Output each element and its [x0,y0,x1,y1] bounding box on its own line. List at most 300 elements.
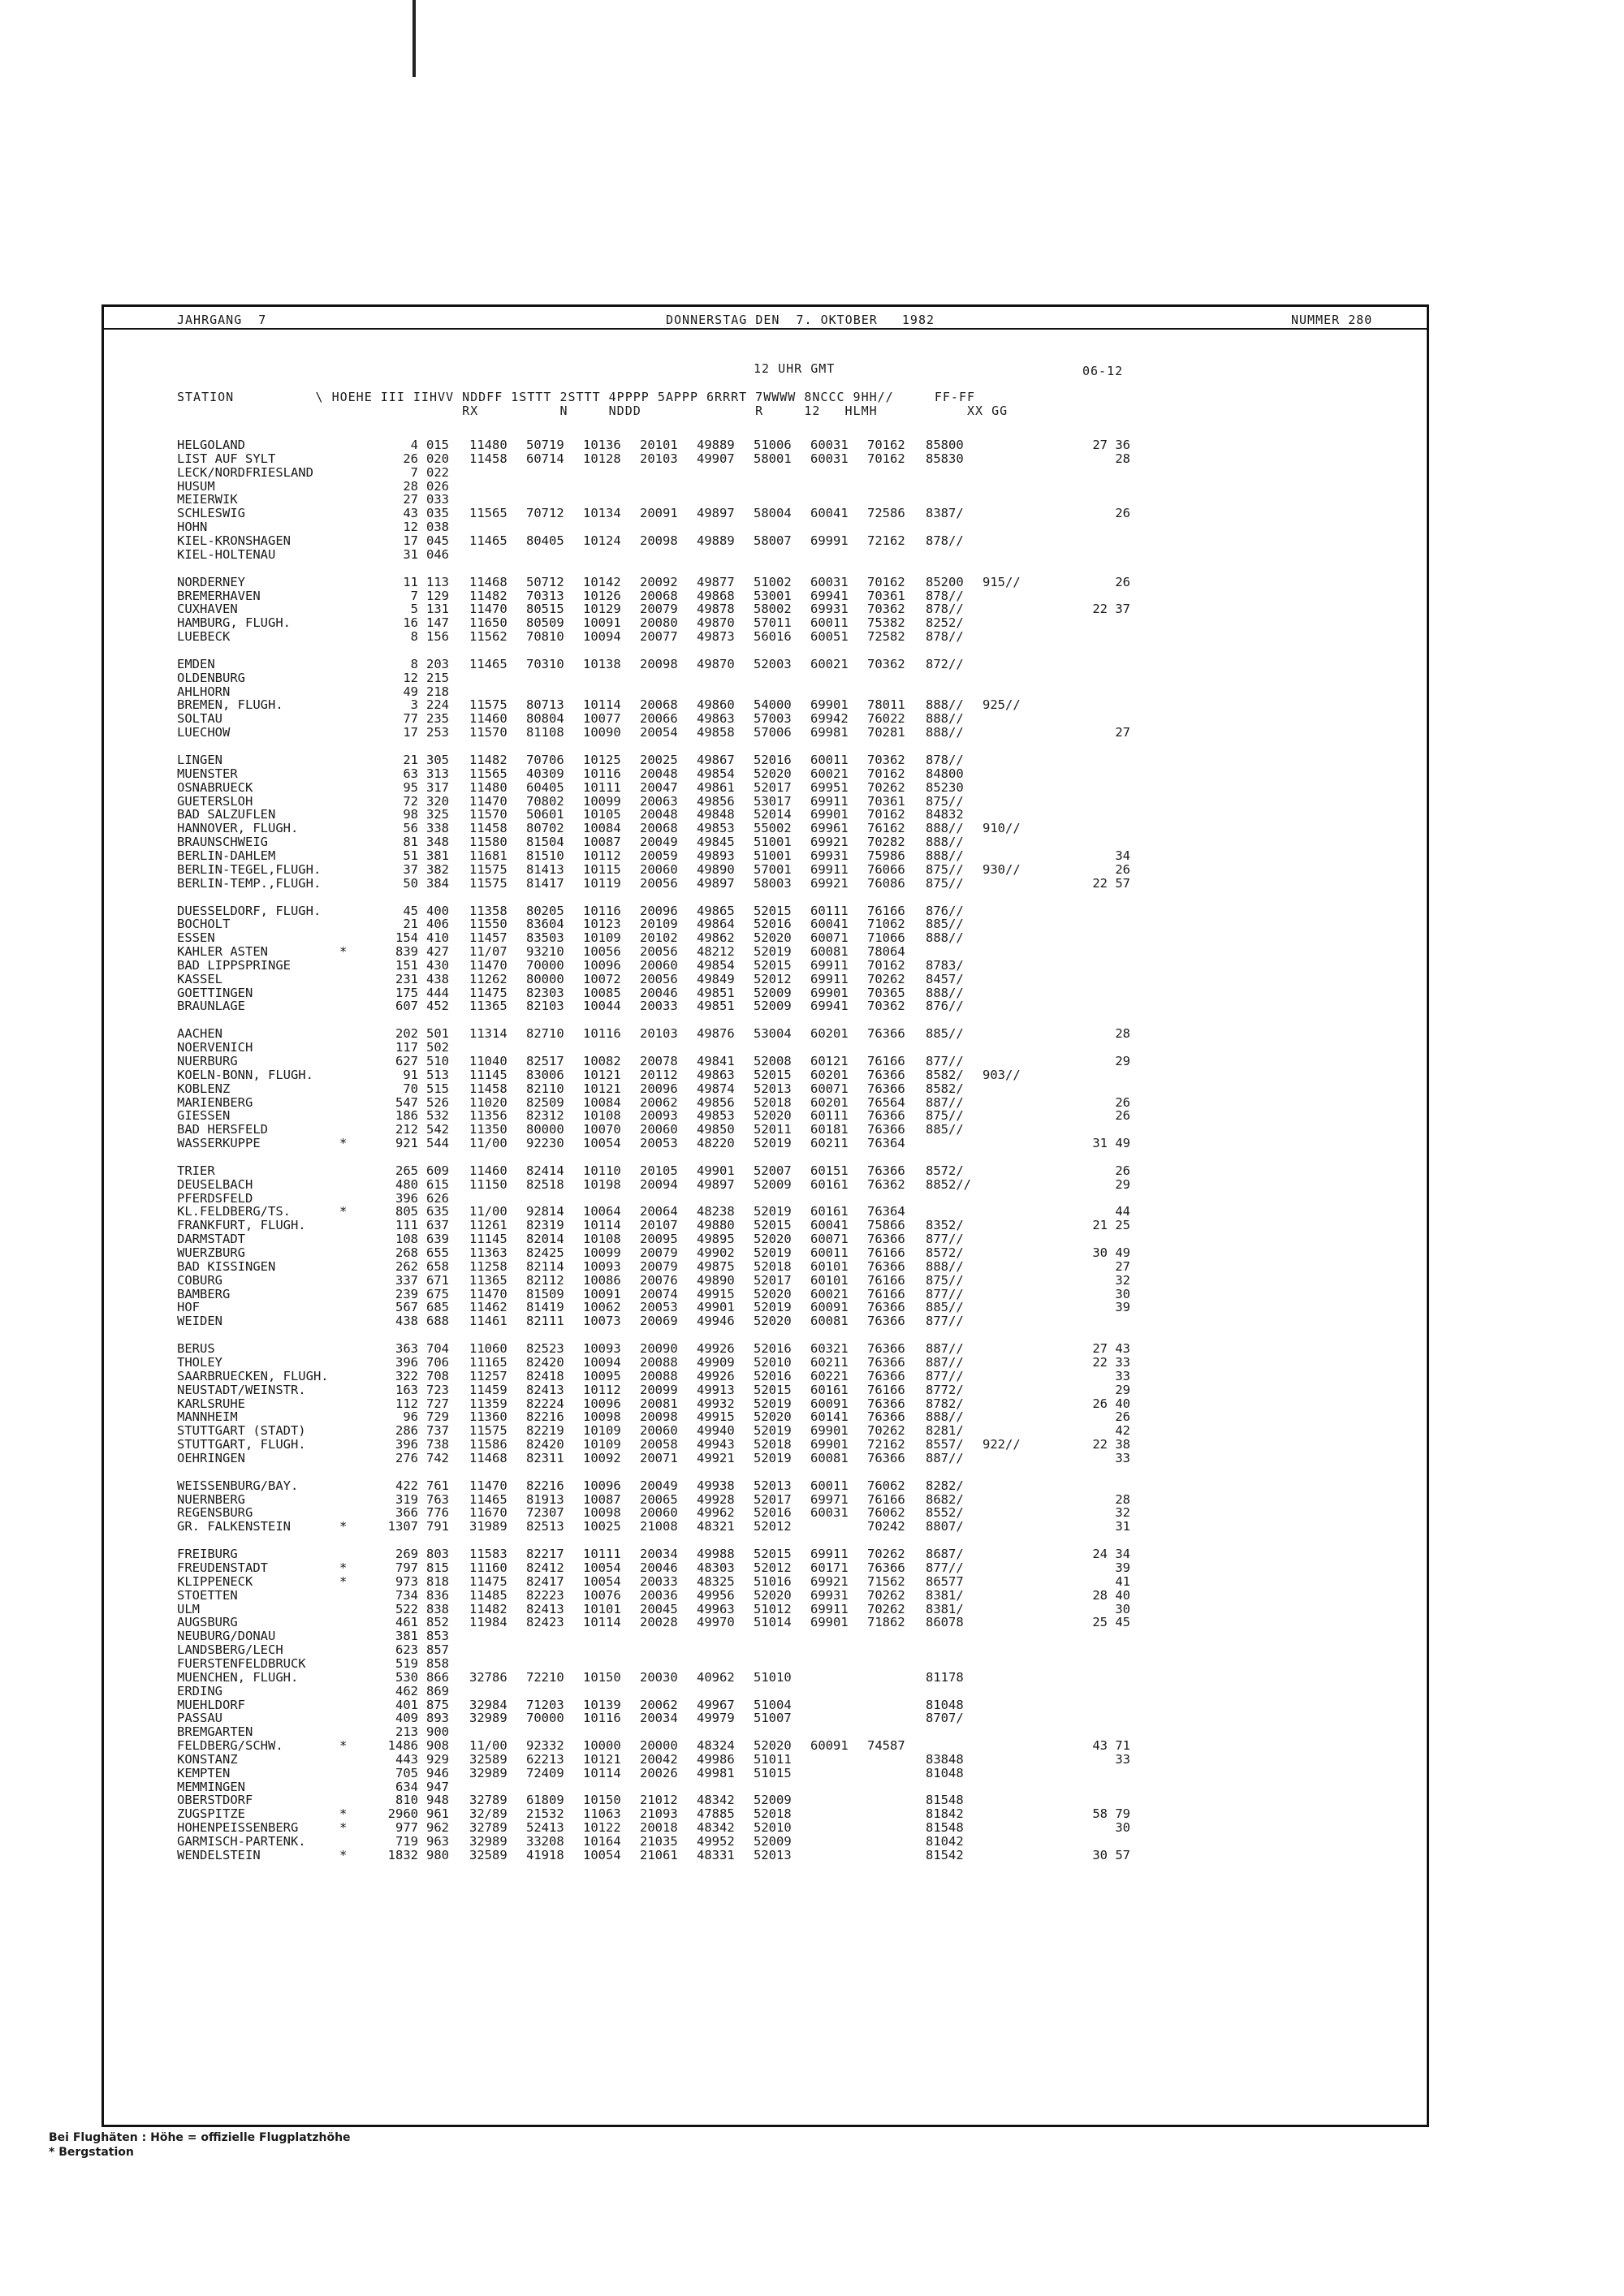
station-index: 727 [426,1396,449,1411]
synop-group: 21035 [640,1834,678,1849]
station-height: 72 [403,794,418,809]
synop-group: 888// [926,835,964,849]
synop-group: 49851 [697,999,735,1013]
mountain-station-marker: * [339,1136,348,1150]
synop-group: 11468 [469,575,508,589]
synop-group: 877// [926,1314,964,1328]
station-index: 962 [426,1820,449,1835]
synop-group: 10054 [583,1848,621,1862]
synop-group: 81548 [926,1793,964,1807]
station-height: 231 [395,972,418,986]
station-height: 81 [403,835,418,849]
synop-group: 8457/ [926,972,964,986]
synop-group: 71562 [867,1574,905,1589]
synop-group: 70262 [867,1423,905,1438]
synop-group: 11150 [469,1177,508,1192]
synop-group: 52020 [754,766,792,781]
wind-gust: 27 [1115,725,1130,740]
synop-group: 10116 [583,904,621,918]
wind-gust: 26 [1115,1163,1130,1178]
synop-group: 20060 [640,1423,678,1438]
synop-group: 11359 [469,1396,508,1411]
station-height: 462 [395,1684,418,1698]
synop-group: 11570 [469,725,508,740]
synop-group: 49853 [697,1108,735,1123]
synop-group: 49956 [697,1588,735,1603]
synop-group: 60071 [810,1232,849,1246]
station-height: 17 [403,725,418,740]
synop-group: 60011 [810,615,849,630]
synop-group: 11465 [469,1492,508,1507]
synop-group: 60091 [810,1300,849,1314]
synop-group: 92814 [526,1204,564,1219]
synop-group: 58003 [754,876,792,891]
station-name: NEUSTADT/WEINSTR. [177,1383,306,1397]
synop-group: 878// [926,602,964,616]
synop-group: 8582/ [926,1068,964,1082]
synop-group: 49915 [697,1287,735,1301]
synop-group: 11681 [469,848,508,863]
station-name: AUGSBURG [177,1615,238,1629]
synop-group: 82216 [526,1409,564,1424]
synop-group: 69911 [810,1547,849,1561]
synop-group: 60091 [810,1396,849,1411]
synop-group: 20062 [640,1698,678,1712]
synop-group: 20096 [640,904,678,918]
synop-group: 20098 [640,1409,678,1424]
synop-group: 49862 [697,930,735,945]
synop-group: 49851 [697,986,735,1000]
station-name: DEUSELBACH [177,1177,253,1192]
synop-group: 49850 [697,1122,735,1137]
synop-group: 49970 [697,1615,735,1629]
synop-group: 48303 [697,1560,735,1575]
station-index: 438 [426,972,449,986]
synop-group: 70361 [867,589,905,603]
wind-gust: 58 79 [1092,1806,1130,1821]
synop-group: 888// [926,697,964,712]
station-name: HOHENPEISSENBERG [177,1820,299,1835]
synop-group: 8682/ [926,1492,964,1507]
synop-group: 20060 [640,1505,678,1520]
synop-group: 49926 [697,1341,735,1356]
station-height: 28 [403,479,418,494]
synop-group: 49890 [697,862,735,877]
station-height: 262 [395,1259,418,1274]
synop-group: 49861 [697,780,735,795]
synop-group: 8552/ [926,1505,964,1520]
synop-group: 49952 [697,1834,735,1849]
station-index: 675 [426,1287,449,1301]
synop-group: 49901 [697,1300,735,1314]
synop-group: 70162 [867,575,905,589]
wind-gust: 22 57 [1092,876,1130,891]
synop-group: 8782/ [926,1396,964,1411]
station-index: 026 [426,479,449,494]
synop-group: 52019 [754,1451,792,1465]
synop-group: 52020 [754,1409,792,1424]
synop-group: 11063 [583,1806,621,1821]
station-index: 723 [426,1383,449,1397]
synop-group: 82420 [526,1355,564,1370]
synop-group: 82425 [526,1245,564,1260]
synop-group: 52003 [754,657,792,671]
station-height: 322 [395,1369,418,1383]
synop-group: 11583 [469,1547,508,1561]
synop-group: 20030 [640,1670,678,1685]
synop-group: 11/00 [469,1204,508,1219]
station-name: LIST AUF SYLT [177,451,276,466]
station-index: 542 [426,1122,449,1137]
synop-group: 20049 [640,835,678,849]
synop-group: 20066 [640,711,678,726]
station-height: 567 [395,1300,418,1314]
synop-group: 10134 [583,506,621,520]
synop-group: 60201 [810,1026,849,1041]
synop-group: 20060 [640,1122,678,1137]
synop-group: 10112 [583,848,621,863]
synop-group: 10111 [583,1547,621,1561]
station-height: 70 [403,1081,418,1096]
synop-group: 20101 [640,438,678,452]
synop-group: 20018 [640,1820,678,1835]
station-height: 49 [403,684,418,699]
station-height: 56 [403,821,418,835]
station-index: 791 [426,1519,449,1534]
synop-group: 20109 [640,917,678,931]
synop-group: 51015 [754,1766,792,1780]
synop-group: 11460 [469,1163,508,1178]
synop-group: 52015 [754,904,792,918]
station-name: DARMSTADT [177,1232,245,1246]
synop-group: 85830 [926,451,964,466]
station-index: 544 [426,1136,449,1150]
station-index: 510 [426,1054,449,1068]
station-name: FRANKFURT, FLUGH. [177,1218,306,1232]
synop-group: 49988 [697,1547,735,1561]
synop-group: 48342 [697,1820,735,1835]
synop-group: 48321 [697,1519,735,1534]
station-height: 202 [395,1026,418,1041]
synop-group: 10142 [583,575,621,589]
synop-group: 49943 [697,1437,735,1452]
synop-group: 20090 [640,1341,678,1356]
synop-group: 93210 [526,944,564,959]
station-index: 929 [426,1752,449,1767]
station-height: 7 [410,465,418,480]
mountain-station-marker: * [339,1519,348,1534]
synop-group: 11575 [469,862,508,877]
wind-gust: 27 [1115,1259,1130,1274]
station-index: 320 [426,794,449,809]
synop-group: 78011 [867,697,905,712]
synop-group: 82509 [526,1095,564,1110]
wind-gust: 30 [1115,1820,1130,1835]
synop-group: 10070 [583,1122,621,1137]
synop-group: 10121 [583,1081,621,1096]
synop-group: 20068 [640,821,678,835]
synop-group: 83604 [526,917,564,931]
mountain-station-marker: * [339,1806,348,1821]
synop-group: 49913 [697,1383,735,1397]
synop-group: 49928 [697,1492,735,1507]
station-index: 671 [426,1273,449,1288]
station-height: 26 [403,451,418,466]
synop-group: 83848 [926,1752,964,1767]
station-index: 635 [426,1204,449,1219]
synop-group: 70262 [867,1602,905,1616]
synop-group: 60201 [810,1068,849,1082]
station-index: 015 [426,438,449,452]
synop-group: 47885 [697,1806,735,1821]
synop-group: 70310 [526,657,564,671]
station-index: 729 [426,1409,449,1424]
station-name: KLIPPENECK [177,1574,253,1589]
synop-group: 60221 [810,1369,849,1383]
synop-group: 10114 [583,1766,621,1780]
synop-group: 76366 [867,1081,905,1096]
synop-group: 82223 [526,1588,564,1603]
synop-group: 875// [926,794,964,809]
synop-group: 10091 [583,1287,621,1301]
synop-group: 76366 [867,1560,905,1575]
station-name: ESSEN [177,930,215,945]
synop-group: 11457 [469,930,508,945]
station-index: 317 [426,780,449,795]
synop-group: 11/07 [469,944,508,959]
station-index: 900 [426,1724,449,1739]
synop-group: 76086 [867,876,905,891]
synop-group: 60021 [810,1287,849,1301]
synop-group: 70362 [867,753,905,767]
synop-group: 76364 [867,1204,905,1219]
station-name: OSNABRUECK [177,780,253,795]
synop-group: 69941 [810,999,849,1013]
synop-group: 62213 [526,1752,564,1767]
synop-group: 20093 [640,1108,678,1123]
synop-group: 52015 [754,958,792,973]
synop-group: 70162 [867,438,905,452]
station-index: 858 [426,1656,449,1671]
synop-group: 82413 [526,1383,564,1397]
synop-group: 31989 [469,1519,508,1534]
station-name: KL.FELDBERG/TS. [177,1204,291,1219]
synop-group: 52016 [754,1505,792,1520]
synop-group: 49854 [697,766,735,781]
synop-group: 74587 [867,1738,905,1753]
synop-group: 20048 [640,807,678,822]
station-name: KONSTANZ [177,1752,238,1767]
synop-group: 48324 [697,1738,735,1753]
wind-gust: 26 [1115,1108,1130,1123]
synop-group: 49981 [697,1766,735,1780]
synop-group: 11485 [469,1588,508,1603]
synop-group: 49962 [697,1505,735,1520]
station-name: WUERZBURG [177,1245,245,1260]
synop-group: 11480 [469,780,508,795]
synop-group: 69911 [810,794,849,809]
synop-group: 878// [926,629,964,644]
synop-group: 69911 [810,862,849,877]
synop-group: 10128 [583,451,621,466]
synop-group: 11468 [469,1451,508,1465]
synop-group: 49921 [697,1451,735,1465]
synop-group: 70810 [526,629,564,644]
synop-group: 81548 [926,1820,964,1835]
synop-group: 10101 [583,1602,621,1616]
station-height: 63 [403,766,418,781]
station-height: 16 [403,615,418,630]
synop-group: 10025 [583,1519,621,1534]
station-index: 980 [426,1848,449,1862]
synop-group: 72162 [867,1437,905,1452]
synop-group: 60041 [810,506,849,520]
synop-group: 52018 [754,1806,792,1821]
synop-group: 910// [983,821,1021,835]
station-height: 839 [395,944,418,959]
station-height: 422 [395,1478,418,1493]
wind-gust: 27 36 [1092,438,1130,452]
synop-group: 8381/ [926,1602,964,1616]
synop-group: 76564 [867,1095,905,1110]
synop-group: 20046 [640,1560,678,1575]
station-height: 401 [395,1698,418,1712]
synop-group: 72409 [526,1766,564,1780]
synop-group: 11470 [469,1287,508,1301]
synop-group: 76366 [867,1108,905,1123]
synop-group: 11261 [469,1218,508,1232]
synop-group: 49877 [697,575,735,589]
station-index: 639 [426,1232,449,1246]
synop-group: 81842 [926,1806,964,1821]
synop-group: 71862 [867,1615,905,1629]
synop-group: 20099 [640,1383,678,1397]
station-index: 452 [426,999,449,1013]
station-name: COBURG [177,1273,222,1288]
synop-group: 72307 [526,1505,564,1520]
station-index: 382 [426,862,449,877]
synop-group: 76366 [867,1163,905,1178]
station-name: ULM [177,1602,200,1616]
station-index: 235 [426,711,449,726]
synop-group: 8557/ [926,1437,964,1452]
synop-group: 10126 [583,589,621,603]
synop-group: 915// [983,575,1021,589]
synop-group: 875// [926,862,964,877]
synop-group: 872// [926,657,964,671]
synop-group: 60071 [810,930,849,945]
wind-gust: 22 37 [1092,602,1130,616]
synop-group: 11350 [469,1122,508,1137]
synop-group: 69901 [810,1615,849,1629]
station-index: 947 [426,1780,449,1794]
station-height: 522 [395,1602,418,1616]
synop-group: 10054 [583,1136,621,1150]
synop-group: 11365 [469,1273,508,1288]
synop-group: 81913 [526,1492,564,1507]
synop-group: 11565 [469,766,508,781]
synop-group: 11458 [469,451,508,466]
synop-group: 10094 [583,1355,621,1370]
station-name: BOCHOLT [177,917,231,931]
synop-group: 76366 [867,1300,905,1314]
synop-group: 20098 [640,657,678,671]
synop-group: 86078 [926,1615,964,1629]
station-height: 530 [395,1670,418,1685]
station-index: 131 [426,602,449,616]
synop-group: 888// [926,821,964,835]
synop-group: 51001 [754,848,792,863]
station-name: FUERSTENFELDBRUCK [177,1656,306,1671]
synop-group: 20080 [640,615,678,630]
synop-group: 70362 [867,602,905,616]
synop-group: 11470 [469,794,508,809]
synop-group: 10111 [583,780,621,795]
synop-group: 20065 [640,1492,678,1507]
synop-group: 10091 [583,615,621,630]
synop-group: 32984 [469,1698,508,1712]
synop-group: 11460 [469,711,508,726]
synop-group: 10114 [583,1615,621,1629]
synop-group: 11575 [469,1423,508,1438]
station-name: STUTTGART (STADT) [177,1423,306,1438]
station-index: 869 [426,1684,449,1698]
synop-group: 49880 [697,1218,735,1232]
synop-group: 10096 [583,1396,621,1411]
mountain-station-marker: * [339,1738,348,1753]
synop-group: 81417 [526,876,564,891]
station-height: 31 [403,547,418,562]
synop-group: 49890 [697,1273,735,1288]
synop-group: 60031 [810,575,849,589]
synop-group: 32786 [469,1670,508,1685]
synop-group: 51006 [754,438,792,452]
synop-group: 11482 [469,589,508,603]
station-height: 3 [410,697,418,712]
synop-group: 10198 [583,1177,621,1192]
synop-group: 52018 [754,1095,792,1110]
synop-group: 32789 [469,1793,508,1807]
synop-group: 875// [926,1273,964,1288]
station-index: 325 [426,807,449,822]
synop-group: 10138 [583,657,621,671]
station-name: DUESSELDORF, FLUGH. [177,904,322,918]
synop-group: 71062 [867,917,905,931]
wind-gust: 27 43 [1092,1341,1130,1356]
station-index: 526 [426,1095,449,1110]
synop-group: 49902 [697,1245,735,1260]
synop-group: 52007 [754,1163,792,1178]
station-name: AACHEN [177,1026,222,1041]
synop-group: 49876 [697,1026,735,1041]
wind-gust: 31 49 [1092,1136,1130,1150]
synop-group: 20060 [640,862,678,877]
synop-group: 888// [926,711,964,726]
station-name: OBERSTDORF [177,1793,253,1807]
station-index: 038 [426,520,449,534]
synop-group: 76066 [867,862,905,877]
synop-group: 82710 [526,1026,564,1041]
synop-group: 20096 [640,1081,678,1096]
synop-group: 69901 [810,807,849,822]
synop-group: 52015 [754,1068,792,1082]
station-height: 21 [403,917,418,931]
synop-group: 49967 [697,1698,735,1712]
synop-group: 76166 [867,1054,905,1068]
synop-group: 10064 [583,1204,621,1219]
synop-group: 82217 [526,1547,564,1561]
synop-group: 20103 [640,451,678,466]
